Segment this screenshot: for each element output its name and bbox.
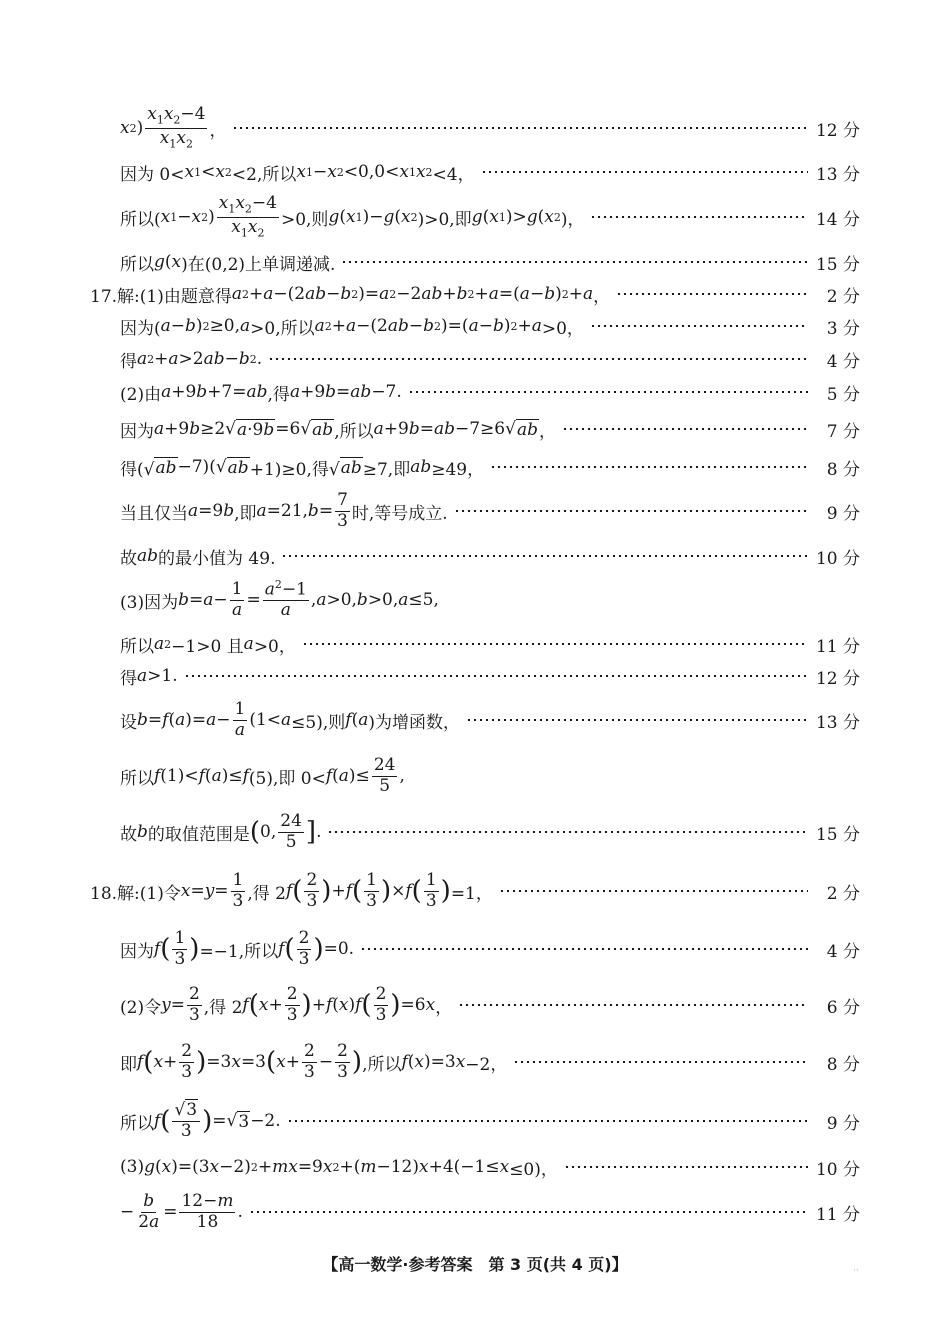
dot-leader — [302, 643, 808, 645]
answer-line — [120, 698, 860, 742]
score: 3 分 — [826, 318, 860, 339]
score: 9 分 — [826, 503, 860, 524]
math-expression: 18.解:(1)令 x = y = $\frac{1}{3}$ ,得 2 f ( $\frac{2}{3}$ ) + f ( $\frac{1}{3}$ ) × f ( $\frac{1}{3}$ ) =1， — [90, 869, 493, 911]
dot-leader — [616, 293, 808, 295]
math-expression: 所以 f (1)< f ( a )≤ f (5),即 0< f ( a )≤ $\frac{24}{5}$ , — [120, 754, 405, 796]
math-expression: 所以 g ( x )在(0,2)上单调递减. — [120, 252, 336, 275]
score: 12 分 — [815, 120, 860, 141]
score: 15 分 — [815, 254, 860, 275]
answer-line — [120, 810, 860, 854]
dot-leader — [466, 719, 808, 721]
math-expression: (2)由 a +9 b +7= ab ,得 a +9 b = ab −7. — [120, 382, 402, 405]
score: 15 分 — [815, 824, 860, 845]
dot-leader — [268, 358, 808, 360]
answer-line — [120, 664, 860, 688]
math-expression: 即 f ( x + $\frac{2}{3}$ ) =3 x =3 ( x + $\frac{2}{3}$ − $\frac{2}{3}$ ) ,所以 f ( x )=3 x −2， — [120, 1040, 508, 1082]
dot-leader — [562, 428, 808, 430]
score: 8 分 — [826, 459, 860, 480]
math-expression: (2)令 y = $\frac{2}{3}$ ,得 2 f ( x + $\frac{2}{3}$ ) + f ( x ) f ( $\frac{2}{3}$ ) =6 x ， — [120, 983, 453, 1025]
answer-line — [120, 1039, 860, 1085]
math-expression: 得 a >1. — [120, 666, 178, 689]
dot-leader — [287, 1120, 808, 1122]
score: 13 分 — [815, 164, 860, 185]
answer-line — [120, 250, 860, 274]
score: 10 分 — [815, 548, 860, 569]
answer-line — [120, 578, 860, 622]
score: 5 分 — [826, 384, 860, 405]
dot-leader — [454, 510, 808, 512]
score: 2 分 — [826, 883, 860, 904]
score: 8 分 — [826, 1054, 860, 1075]
math-expression: 所以( x 1 − x 2 ) $\frac{x_1x_2-4}{x_1x_2}$ >0,则 g ( x 1 )− g ( x 2 )>0,即 g ( x 1 )> g ( x 2 )， — [120, 193, 585, 239]
answer-line — [120, 380, 860, 404]
math-expression: 设 b = f ( a )= a − $\frac{1}{a}$ (1< a ≤5),则 f ( a )为增函数， — [120, 698, 460, 740]
answer-line — [120, 104, 860, 150]
dot-leader — [408, 391, 808, 393]
score: 14 分 — [815, 209, 860, 230]
score: 11 分 — [815, 1204, 860, 1225]
dot-leader — [184, 675, 808, 677]
math-expression: (3)因为 b = a − $\frac{1}{a}$ = $\frac{a^2-1}{a}$ , a >0, b >0, a ≤5, — [120, 578, 439, 621]
dot-leader — [590, 216, 808, 218]
score: 9 分 — [826, 1113, 860, 1134]
dot-leader — [564, 1166, 808, 1168]
dot-leader — [249, 1211, 808, 1213]
score: 4 分 — [826, 351, 860, 372]
answer-line — [120, 926, 860, 972]
answer-line — [120, 544, 860, 568]
math-expression: 因为 a +9 b ≥2√ a·9b =6√ ab ,所以 a +9 b = ab −7≥6√ ab ， — [120, 419, 556, 442]
dot-leader — [341, 261, 808, 263]
dot-leader — [327, 831, 808, 833]
math-expression: (3) g ( x )=(3 x −2) 2 + mx =9 x 2 +( m −12) x +4(−1≤ x ≤0)， — [120, 1157, 558, 1180]
page-footer: 【高一数学·参考答案 第 3 页(共 4 页)】 — [322, 1255, 628, 1274]
answer-line — [90, 282, 860, 306]
score: 11 分 — [815, 636, 860, 657]
dot-leader — [481, 171, 808, 173]
math-expression: 故 ab 的最小值为 49. — [120, 546, 276, 569]
score: 10 分 — [815, 1159, 860, 1180]
math-expression: 所以 f ( $\frac{√3}{3}$ ) =√ 3 −2. — [120, 1099, 281, 1141]
score: 7 分 — [826, 421, 860, 442]
answer-line — [120, 416, 860, 442]
dot-leader — [490, 466, 808, 468]
answer-line — [120, 490, 860, 532]
math-expression: 17.解:(1)由题意得 a 2 + a −(2 ab − b 2 )= a 2 −2 ab + b 2 + a =( a − b ) 2 + a ， — [90, 284, 611, 307]
answer-line — [120, 754, 860, 798]
dot-leader — [360, 948, 808, 950]
dot-leader — [499, 890, 808, 892]
answer-line — [120, 1190, 860, 1234]
score: 2 分 — [826, 286, 860, 307]
answer-line — [120, 1155, 860, 1179]
score: 4 分 — [826, 941, 860, 962]
math-expression: 得 a 2 + a >2 ab − b 2 . — [120, 349, 263, 372]
answer-line — [120, 982, 860, 1028]
math-expression: 因为( a − b ) 2 ≥0, a >0,所以 a 2 + a −(2 ab − b 2 )=( a − b ) 2 + a >0， — [120, 316, 584, 339]
answer-line — [120, 1098, 860, 1144]
score: 12 分 — [815, 668, 860, 689]
math-expression: x 2 ) $\frac{x_1x_2-4}{x_1x_2}$ ， — [120, 104, 227, 150]
scan-mark: ·· — [853, 1266, 859, 1276]
answer-line — [120, 347, 860, 371]
dot-leader — [590, 325, 808, 327]
dot-leader — [458, 1004, 808, 1006]
math-expression: 得(√ ab −7)(√ ab +1)≥0,得√ ab ≥7,即 ab ≥49， — [120, 457, 485, 480]
math-expression: 因为 f ( $\frac{1}{3}$ ) =−1,所以 f ( $\frac{2}{3}$ ) =0. — [120, 927, 355, 969]
score: 13 分 — [815, 712, 860, 733]
answer-line — [120, 632, 860, 656]
answer-line — [90, 868, 860, 914]
dot-leader — [513, 1061, 808, 1063]
math-expression: 故 b 的取值范围是 ( 0, $\frac{24}{5}$ ] . — [120, 810, 322, 852]
score: 6 分 — [826, 997, 860, 1018]
math-expression: − $\frac{b}{2a}$ = $\frac{12-m}{18}$ . — [120, 1190, 243, 1232]
math-expression: 所以 a 2 −1>0 且 a >0， — [120, 634, 296, 657]
dot-leader — [232, 127, 808, 129]
answer-line — [120, 314, 860, 338]
answer-line — [120, 193, 860, 239]
math-expression: 当且仅当 a =9 b ,即 a =21, b = $\frac{7}{3}$ 时,等号成立. — [120, 489, 448, 531]
math-expression: 因为 0< x 1 < x 2 <2,所以 x 1 − x 2 <0,0< x 1 x 2 <4， — [120, 162, 475, 185]
answer-line — [120, 454, 860, 480]
dot-leader — [281, 555, 808, 557]
answer-line — [120, 160, 860, 184]
